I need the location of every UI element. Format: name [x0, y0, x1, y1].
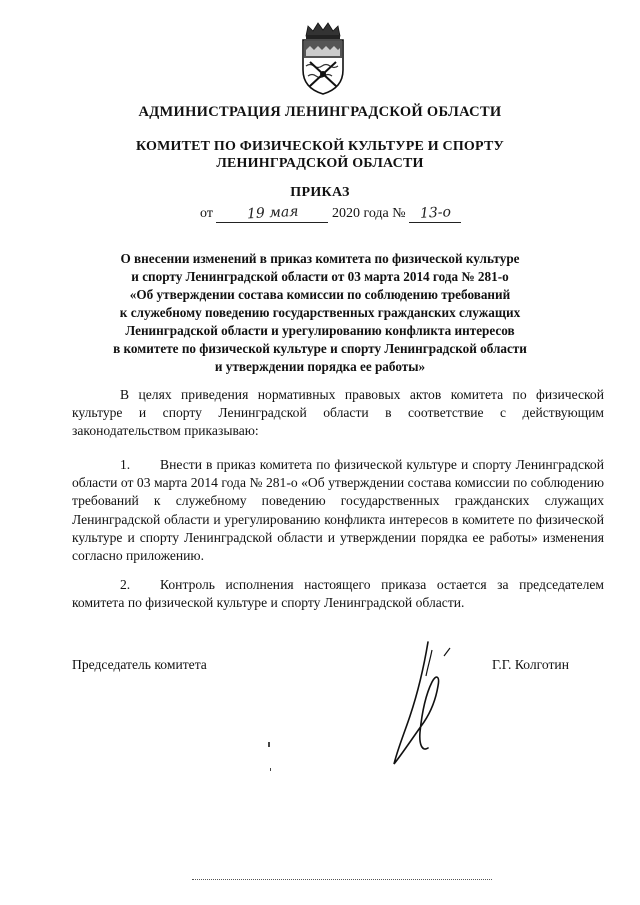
subject-line: в комитете по физической культуре и спорту Ленинградской области [113, 341, 527, 356]
date-prefix: от [200, 206, 213, 221]
scan-speck [268, 742, 270, 747]
number-handwritten: 13-о [419, 204, 452, 222]
number-field [409, 205, 461, 223]
subject-line: к служебному поведению государственных гражданских служащих [119, 305, 521, 320]
handwritten-signature [388, 636, 458, 772]
subject-line: Ленинградской области и урегулированию конфликта интересов [125, 323, 515, 338]
item-1-paragraph [72, 456, 604, 565]
date-handwritten: 19 мая [246, 203, 299, 223]
item-2-paragraph [72, 576, 604, 612]
committee-heading [60, 138, 580, 172]
scan-speck [270, 768, 271, 771]
signatory-position: Председатель комитета [72, 657, 207, 672]
item-1-text: Внести в приказ комитета по физической культуре и спорту Ленинградской области от 03 марта 2014 года № 281-о «Об утверждении состава комиссии по соблюдению требований к служебному поведению государственных гражданских служащих Ленинградской области и урегулированию конфликта интересов в комитете по физической культуре и спорту Ленинградской области и утверждении порядка ее работы» изменения согласно приложению. [72, 457, 604, 564]
subject-line: и утверждении порядка ее работы» [214, 359, 426, 374]
subject-line: О внесении изменений в приказ комитета по физической культуре [120, 251, 520, 266]
coat-of-arms-icon [298, 20, 348, 96]
item-1-number: 1. [120, 457, 131, 472]
order-subject [72, 250, 568, 376]
committee-line-1: КОМИТЕТ ПО ФИЗИЧЕСКОЙ КУЛЬТУРЕ И СПОРТУ [136, 139, 504, 154]
scan-edge-line [192, 879, 492, 880]
item-2-text: Контроль исполнения настоящего приказа остается за председателем комитета по физической культуре и спорту Ленинградской области. [72, 577, 604, 611]
committee-line-2: ЛЕНИНГРАДСКОЙ ОБЛАСТИ [216, 156, 424, 171]
date-field [216, 205, 328, 223]
preamble-paragraph: В целях приведения нормативных правовых актов комитета по физической культуре и спорту Ленинградской области в соответствие с действующим законодательством приказываю: [72, 387, 604, 439]
admin-heading: АДМИНИСТРАЦИЯ ЛЕНИНГРАДСКОЙ ОБЛАСТИ [138, 104, 502, 120]
item-2-number: 2. [120, 577, 131, 592]
date-number-line [200, 205, 480, 223]
year-number-text: 2020 года № [331, 206, 406, 221]
signatory-name: Г.Г. Колготин [492, 657, 569, 672]
doc-type-heading: ПРИКАЗ [290, 185, 350, 200]
subject-line: «Об утверждении состава комиссии по соблюдению требований [129, 287, 511, 302]
subject-line: и спорту Ленинградской области от 03 марта 2014 года № 281-о [131, 269, 509, 284]
